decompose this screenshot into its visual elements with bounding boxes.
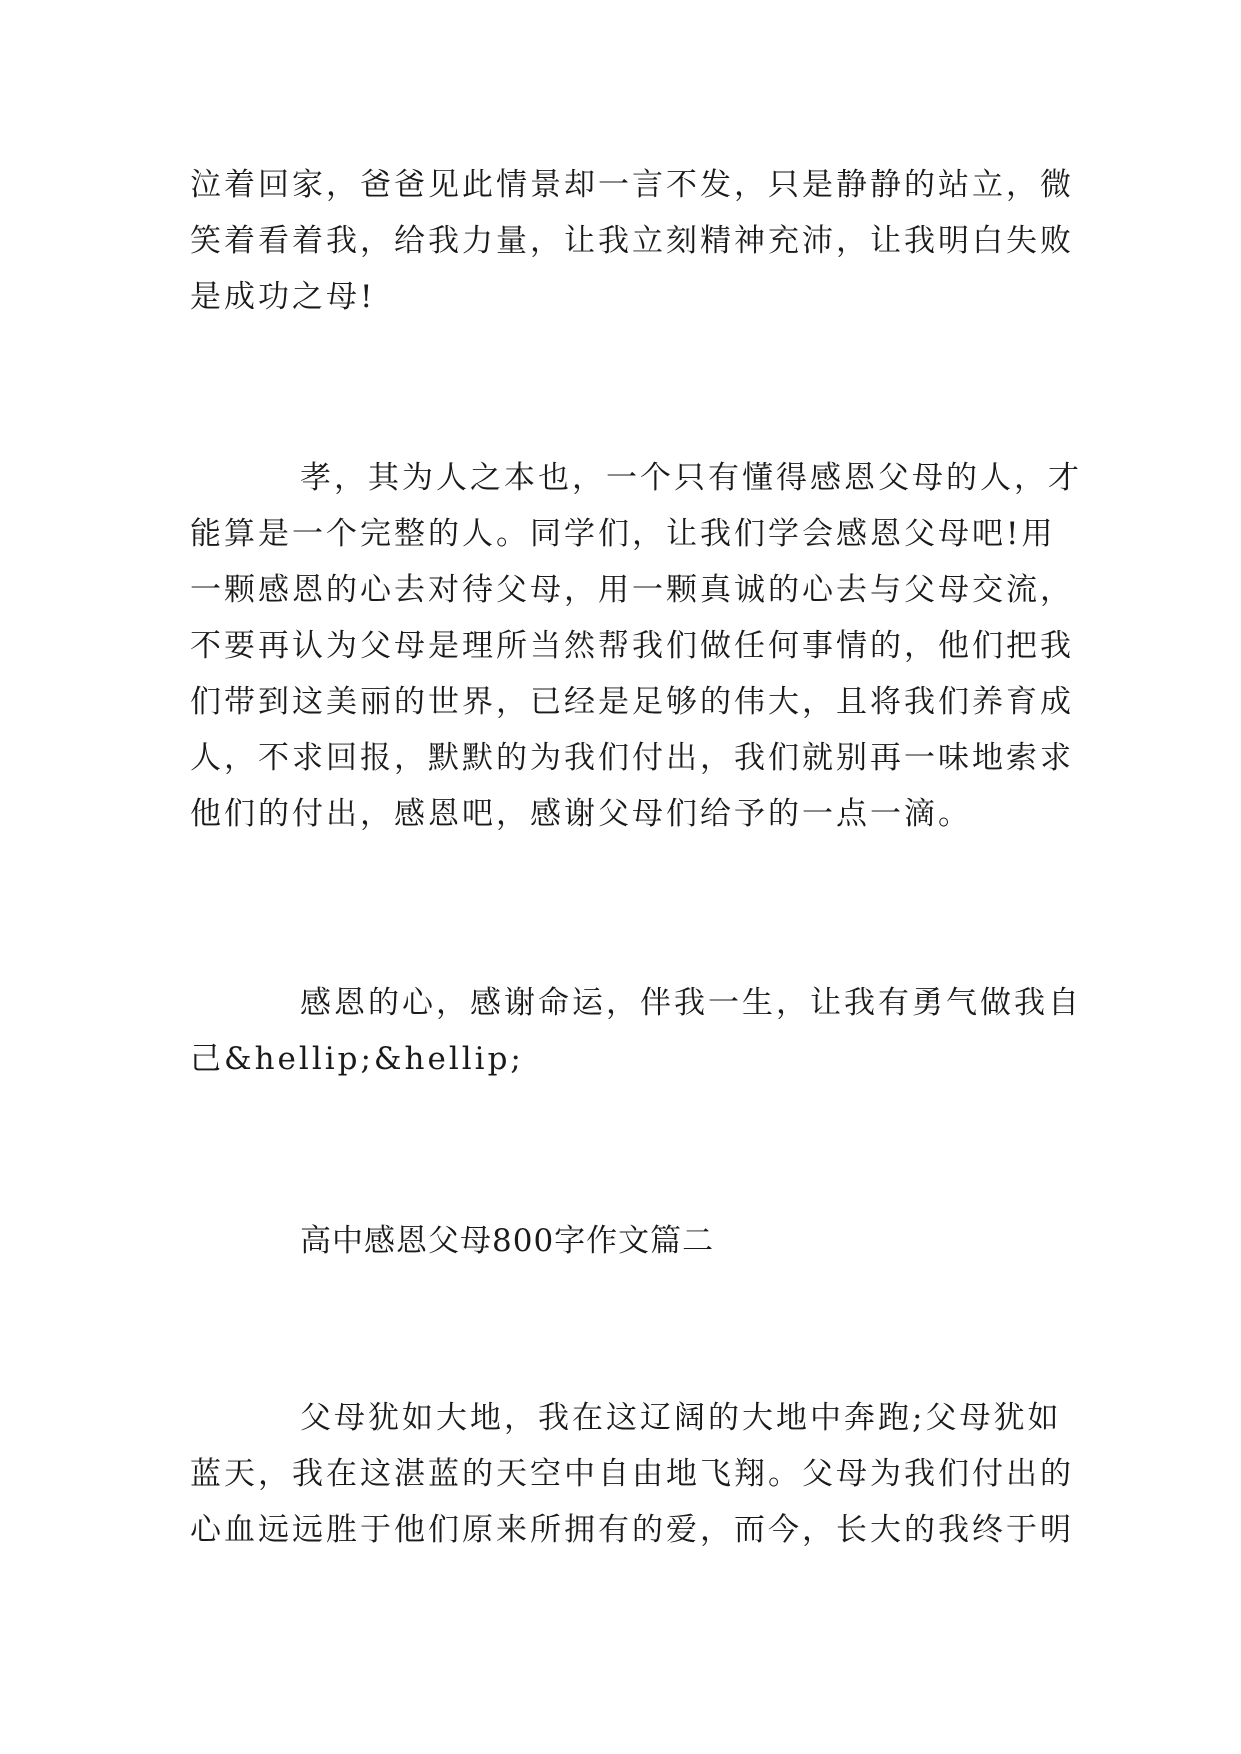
paragraph-3: [190, 975, 1082, 1087]
text-line: 能算是一个完整的人。同学们，让我们学会感恩父母吧!用: [190, 516, 1056, 552]
text-line: 不要再认为父母是理所当然帮我们做任何事情的，他们把我: [190, 628, 1074, 664]
text-line: 孝，其为人之本也，一个只有懂得感恩父母的人，才: [300, 460, 1082, 496]
text-line: 笑着看着我，给我力量，让我立刻精神充沛，让我明白失败: [190, 223, 1074, 259]
text-line: 父母犹如大地，我在这辽阔的大地中奔跑;父母犹如: [300, 1400, 1062, 1436]
paragraph-2: [190, 450, 1082, 842]
text-line: 是成功之母!: [190, 279, 376, 315]
section-heading: [190, 1213, 1070, 1269]
text-line: 一颗感恩的心去对待父母，用一颗真诚的心去与父母交流，: [190, 572, 1074, 608]
text-line: 己&hellip;&hellip;: [190, 1041, 524, 1077]
paragraph-1: [190, 157, 1074, 325]
text-line: 蓝天，我在这湛蓝的天空中自由地飞翔。父母为我们付出的: [190, 1456, 1074, 1492]
heading-text: 高中感恩父母800字作文篇二: [300, 1223, 715, 1259]
text-line: 心血远远胜于他们原来所拥有的爱，而今，长大的我终于明: [190, 1512, 1074, 1548]
text-line: 们带到这美丽的世界，已经是足够的伟大，且将我们养育成: [190, 684, 1074, 720]
text-line: 感恩的心，感谢命运，伴我一生，让我有勇气做我自: [300, 985, 1082, 1021]
text-line: 泣着回家，爸爸见此情景却一言不发，只是静静的站立，微: [190, 167, 1074, 203]
paragraph-4: [190, 1390, 1074, 1558]
text-line: 人，不求回报，默默的为我们付出，我们就别再一味地索求: [190, 740, 1074, 776]
text-line: 他们的付出，感恩吧，感谢父母们给予的一点一滴。: [190, 796, 972, 832]
